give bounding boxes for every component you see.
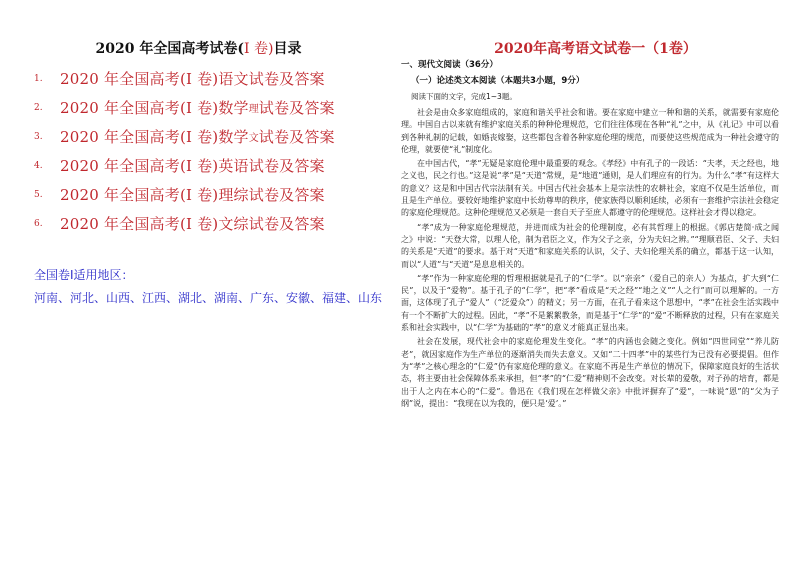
- toc-item-text-post: 试卷及答案: [258, 128, 335, 146]
- region-label: 全国卷Ⅰ适用地区：: [34, 268, 134, 282]
- toc-item-number: 4.: [34, 160, 43, 171]
- section-heading: 一、现代文阅读（36分）: [401, 60, 498, 70]
- reading-passage: [401, 107, 779, 547]
- toc-item-english[interactable]: [34, 155, 325, 175]
- passage-paragraph: 社会在发展，现代社会中的家庭伦理发生变化。“孝”的内涵也会随之变化。例如“四世同堂”“养儿防老”，就因家庭作为生产单位的逐渐消失而失去意义。又如“二十四孝”中的某些行为已没有必要提倡。但作为“孝”之核心理念的“仁爱”仍有家庭伦理的意义。在家庭不再是生产单位的情况下，保障家庭良好的生活状态，将主要由社会保障体系来承担，但“孝”的“仁爱”精神则不会改变。对长辈的爱敬，对子孙的培育，都是出于人之内在本心的“仁爱”。鲁迅在《我们现在怎样做父亲》中批评摒弃了“爱”，一味说“恩”的“父为子纲”说，提出：“我现在以为我的，便只是‘爱’。”: [401, 337, 779, 408]
- toc-title-suffix: 目录: [273, 41, 302, 57]
- toc-item-text: 2020 年全国高考(I 卷)数学: [60, 128, 249, 146]
- passage-paragraph: 社会是由众多家庭组成的，家庭和谐关乎社会和谐。要在家庭中建立一种和谐的关系，就需要有家庭伦理。中国自古以来就有维护家庭关系的种种伦理规范，它们往往体现在各种“礼”之中，从《礼记》中可以看到各种礼制的记载，如婚丧嫁娶，这些都包含着各种家庭伦理的规范，而要使这些规范成为一种社会遵守的伦理，就要使“礼”制度化。: [401, 108, 779, 154]
- toc-item-number: 2.: [34, 102, 43, 113]
- passage-paragraph: “孝”成为一种家庭伦理规范，并进而成为社会的伦理制度，必有其哲理上的根据。《郭店楚简·成之闻之》中说：“天登大常，以理人伦，制为君臣之义，作为父子之亲，分为夫妇之辨。”“理顺君臣、父子、夫妇的关系是“天道”的要求。基于对“天道”和家庭关系的认识，父子、夫妇伦理关系的确立，都基于这一认知，而以“人道”与“天道”是息息相关的。: [401, 222, 779, 269]
- instruction-text: 阅读下面的文字，完成1~3题。: [411, 92, 517, 101]
- region-list: 河南、河北、山西、江西、湖北、湖南、广东、安徽、福建、山东: [34, 291, 383, 305]
- exam-page: [397, 0, 794, 561]
- toc-item-text-post: 试卷及答案: [258, 99, 335, 117]
- toc-item-number: 1.: [34, 73, 43, 84]
- toc-title-prefix: 2020 年全国高考试卷(: [95, 41, 244, 57]
- toc-item-text: 2020 年全国高考(I 卷)英语试卷及答案: [60, 157, 325, 175]
- toc-item-chinese[interactable]: [34, 68, 325, 88]
- toc-item-science[interactable]: [34, 184, 325, 204]
- toc-item-text: 2020 年全国高考(I 卷)数学: [60, 99, 249, 117]
- subsection-heading: （一）论述类文本阅读（本题共3小题，9分）: [411, 76, 585, 86]
- exam-title: 2020年高考语文试卷一（1卷）: [494, 41, 697, 57]
- toc-item-math-science[interactable]: [34, 97, 335, 117]
- toc-title-red: I 卷): [244, 41, 274, 57]
- passage-paragraph: 在中国古代，“孝”无疑是家庭伦理中最重要的观念。《孝经》中有孔子的一段话：“夫孝，天之经也，地之义也，民之行也。”这是说“孝”是“天道”常规，是“地道”通则，是人们理应有的行为。为什么“孝”有这样大的意义？这是和中国古代宗法制有关。中国古代社会基本上是宗法性的农耕社会，家庭不仅是生活单位，而且是生产单位。要较好地维护家庭中长幼尊卑的秩序，使家族得以顺利延续，必须有一套维护宗法社会稳定的家庭伦理规范。这种伦理规范又必须是一套自天子至庶人都遵守的伦理规范。这样社会才得以稳定。: [401, 159, 779, 218]
- toc-item-math-arts[interactable]: [34, 126, 335, 146]
- toc-title: [0, 38, 397, 58]
- toc-item-text: 2020 年全国高考(I 卷)语文试卷及答案: [60, 70, 325, 88]
- toc-item-small: 文: [248, 133, 259, 144]
- toc-item-number: 5.: [34, 189, 43, 200]
- toc-item-arts[interactable]: [34, 213, 325, 233]
- toc-item-text: 2020 年全国高考(I 卷)文综试卷及答案: [60, 215, 325, 233]
- toc-item-number: 6.: [34, 218, 43, 229]
- toc-item-number: 3.: [34, 131, 43, 142]
- toc-item-small: 理: [248, 104, 259, 115]
- passage-paragraph: “孝”作为一种家庭伦理的哲理根据就是孔子的“仁学”。以“亲亲”（爱自己的亲人）为基点，扩大到“仁民”，以及于“爱物”。基于孔子的“仁学”，把“孝”看成是“天之经”“地之义”“人之行”而可以理解的。一方面，这体现了孔子“爱人”（“泛爱众”）的精义；另一方面，在孔子看来这个思想中，“孝”在社会生活实践中有一个不断扩大的过程。因此，“孝”不是絮絮教条，而是基于“仁学”的“爱”不断释放的过程，只有在家庭关系和社会实践中，以“仁学”为基础的“孝”的意义才能真正显出来。: [401, 273, 779, 333]
- toc-item-text: 2020 年全国高考(I 卷)理综试卷及答案: [60, 186, 325, 204]
